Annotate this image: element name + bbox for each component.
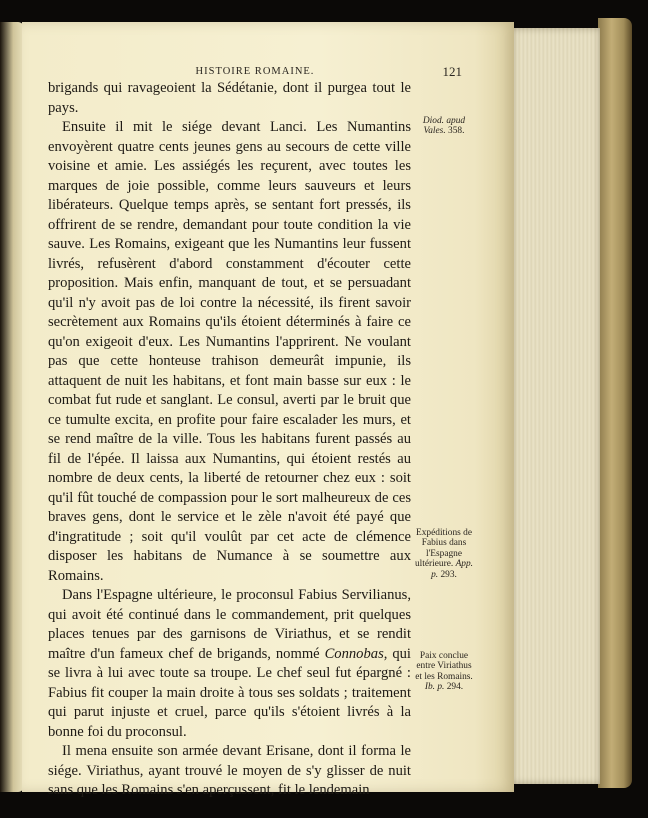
book-cover-edge bbox=[598, 18, 632, 788]
running-title: HISTOIRE ROMAINE. bbox=[195, 66, 315, 77]
margin-note-text: Paix conclue entre Viriathus et les Romains. bbox=[415, 651, 473, 682]
margin-note bbox=[413, 651, 475, 693]
page-number: 121 bbox=[442, 64, 462, 79]
margin-note bbox=[413, 528, 475, 580]
italic-name: Connobas bbox=[324, 645, 384, 662]
margin-note-page: 293. bbox=[438, 569, 457, 580]
margin-note-ref: Ib. p. bbox=[424, 682, 445, 693]
paragraph: Il mena ensuite son armée devant Erisane, dont il forma le siége. Viriathus, ayant trouvé le moyen de s'y glisser de nuit sans que les Romains s'en aperçussent, fit le lendemain bbox=[48, 743, 411, 798]
margin-note-page: 294. bbox=[444, 682, 464, 693]
margin-note-ref: App. p. bbox=[431, 559, 474, 580]
page-stack-edges bbox=[512, 28, 600, 784]
paragraph: Ensuite il mit le siége devant Lanci. Les Numantins envoyèrent quatre cents jeunes gens au secours de cette ville voisine et amie. Les assiégés les reçurent, avec toutes les marques de joie possible, comme leurs sauveurs et leurs libérateurs. Quelque temps après, se sentant fort pressés, ils offrirent de se rendre, demandant pour toute condition la vie sauve. Les Romains, exigeant que les Numantins leur fussent livrés, refusèrent d'abord constamment d'écouter cette proposition. Mais enfin, manquant de tout, et se persuadant qu'il n'y avoit pas de loi contre la nécessité, ils firent savoir secrètement aux Romains qu'ils étoient déterminés à faire ce qu'on exigeoit d'eux. Les Numantins l'apprirent. Ne voulant pas que cette honteuse trahison demeurât impunie, ils attaquent de nuit les habitans, et font main basse sur eux : le combat fut rude et sanglant. Le consul, averti par le bruit que ce tumulte excita, en profite pour faire escalader les murs, et se rend maître de la ville. Tous les habitans furent passés au fil de l'épée. Il laissa aux Numantins, qui étoient restés au nombre de deux cents, la liberté de retourner chez eux : soit qu'il fût touché de compassion pour le sort malheureux de ces braves gens, dont le service et le zèle n'avoit été payé que d'ingratitude ; soit qu'il voulût par cet acte de clémence disposer les habitans de Numance à se soumettre aux Romains. bbox=[48, 119, 411, 584]
paragraph-text: , qui se livra à lui avec toute sa troupe. Le chef seul fut épargné : Fabius fit couper la main droite à tous ses soldats ; traitement qui parut injuste et cruel, parce qu'ils s'étoient livrés à la bonne foi du proconsul. bbox=[48, 645, 411, 740]
body-text bbox=[48, 79, 411, 801]
paragraph-text: Dans l'Espagne ultérieure, le proconsul Fabius Servilianus, qui avoit été continué dans le commandement, prit quelques places tenues par des garnisons de Viriathus, et se rendit maître d'un fameux chef de brigands, nommé bbox=[48, 587, 411, 662]
margin-note-page: 358. bbox=[445, 126, 465, 137]
margin-note-ref: Diod. apud Vales. bbox=[422, 116, 466, 137]
running-header bbox=[48, 66, 462, 80]
previous-page-edge bbox=[0, 22, 24, 792]
paragraph bbox=[48, 586, 411, 742]
margin-note bbox=[413, 116, 475, 137]
margin-note-text: Expéditions de Fabius dans l'Espagne ultérieure. bbox=[414, 528, 472, 570]
paragraph: brigands qui ravageoient la Sédétanie, dont il purgea tout le pays. bbox=[48, 80, 411, 116]
